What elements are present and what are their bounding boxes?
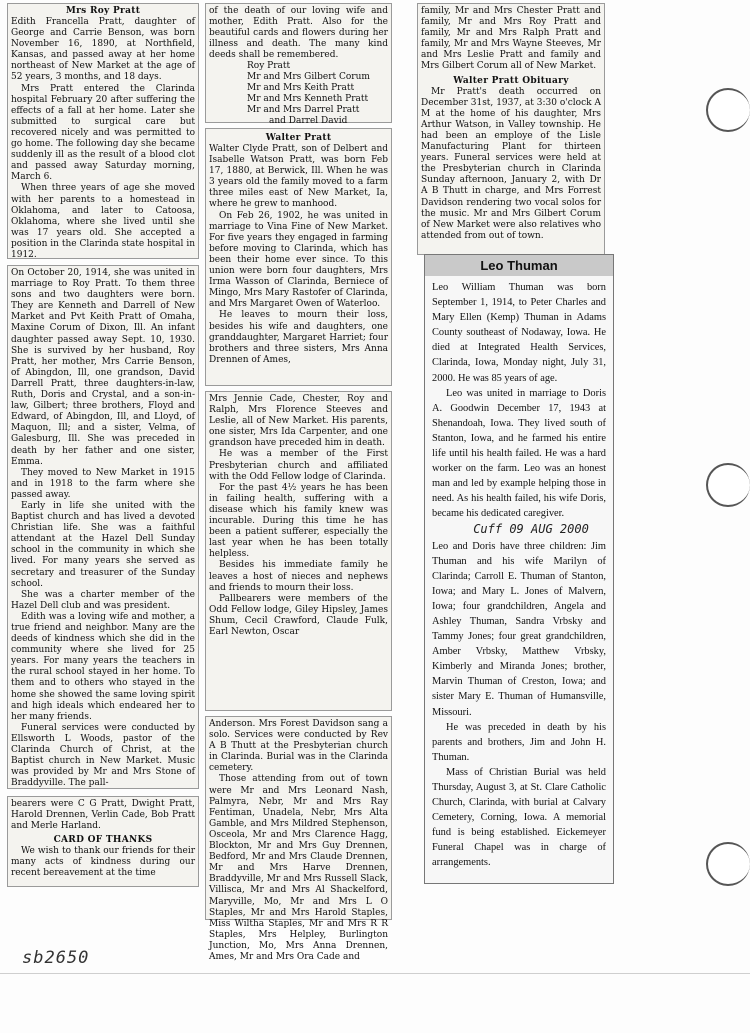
- paragraph: Mr Pratt's death occurred on December 31st, 1937, at 3:30 o'clock A M at the home of his daughter, Mrs Arthur Watson, in Valley township. He had been an employe of the Lisle Manufacturing Plant for thirteen years. Funeral services were held at the Presbyterian church in Clarinda Sunday afternoon, January 2, with Dr A B Thutt in charge, and Mrs Forrest Davidson rendering two vocal solos for the music. Mr and Mrs Gilbert Corum of New Market were also relatives who attended from out of town.: [421, 86, 601, 241]
- card-of-thanks-heading: CARD OF THANKS: [53, 835, 153, 846]
- paragraph: Mrs Jennie Cade, Chester, Roy and Ralph, Mrs Florence Steeves and Leslie, all of New Market. His parents, one sister, Mrs Ida Carpenter, and one grandson have preceded him in death.: [209, 394, 388, 449]
- clipping-walter-pratt-obituary: [417, 3, 605, 255]
- signature-line: Roy Pratt: [247, 61, 291, 72]
- clipping-card-of-thanks-continued: [205, 3, 392, 127]
- clipping-mrs-roy-pratt-part3: [7, 796, 199, 887]
- paragraph: She was a charter member of the Hazel Dell club and was president.: [11, 589, 195, 611]
- paragraph: On Feb 26, 1902, he was united in marriage to Vina Fine of New Market. For five years they engaged in farming before moving to Clarinda, which has been their home ever since. To this union were born four daughters, Mrs Irma Wasson of Clarinda, Berniece of Mingo, Mrs Mary Rastofer of Clarinda, and Mrs Margaret Owen of Waterloo.: [209, 210, 388, 310]
- clipping-walter-pratt-part2: [205, 391, 392, 711]
- obituary-heading: Walter Pratt: [265, 133, 332, 143]
- binder-hole-icon: [706, 463, 750, 507]
- obituary-heading: Leo Thuman: [425, 255, 613, 276]
- signature-line: Mr and Mrs Kenneth Pratt: [247, 94, 369, 105]
- handwritten-date: Cuff 09 AUG 2000: [473, 521, 589, 536]
- paragraph: Funeral services were conducted by Ellsworth L Woods, pastor of the Clarinda Church of Christ, at the Baptist church in New Market. Music was provided by Mr and Mrs Stone of Braddyville. The pall-: [11, 722, 195, 789]
- handwritten-date-note: [456, 520, 606, 538]
- page-edge-divider: [0, 973, 750, 974]
- paragraph: bearers were C G Pratt, Dwight Pratt, Harold Drennen, Verlin Cade, Bob Pratt and Merle Harland.: [11, 799, 195, 832]
- paragraph: Leo and Doris have three children: Jim Thuman and his wife Marilyn of Clarinda; Carroll E. Thuman of Stanton, Iowa; and Mary L. Jones of Malvern, Iowa; four grandchildren, Angela and Ashley Thuman, Sandra Vrbsky and Tammy Jones; four great grandchildren, Amber Vrbsky, Matthew Vrbsky, Kimberly and Miranda Jones; brother, Marvin Thuman of Creston, Iowa; and sister Mary E. Thuman of Humansville, Missouri.: [432, 540, 606, 718]
- paragraph: Those attending from out of town were Mr and Mrs Leonard Nash, Palmyra, Nebr, Mr and Mrs Ray Fentiman, Unadela, Nebr, Mrs Alta Gamble, and Mrs Mildred Stephenson, Osceola, Mr and Mrs Clarence Hagg, Blockton, Mr and Mrs Guy Drennen, Bedford, Mr and Mrs Claude Drennen, Mr and Mrs Harve Drennen, Braddyville, Mr and Mrs Russell Slack, Villisca, Mr and Mrs Al Shackelford, Maryville, Mo, Mr and Mrs L O Staples, Mr and Mrs Harold Staples, Miss Wiltha Staples, Mr and Mrs R R Staples, Mrs Helpley, Burlington Junction, Mo, Mrs Anna Drennen, Ames, Mr and Mrs Ora Cade and: [209, 774, 388, 962]
- paragraph: Anderson. Mrs Forest Davidson sang a solo. Services were conducted by Rev A B Thutt at the Presbyterian church in Clarinda. Burial was in the Clarinda cemetery.: [209, 719, 388, 774]
- paragraph: Pallbearers were members of the Odd Fellow lodge, Giley Hipsley, James Shum, Cecil Crawford, Claude Fulk, Earl Newton, Oscar: [209, 593, 388, 637]
- paragraph: When three years of age she moved with her parents to a homestead in Oklahoma, and later to Catoosa, Oklahoma, where she lived until she was 17 years old. She accepted a position in the Clarinda state hospital in 1912.: [11, 183, 195, 260]
- paragraph: Mass of Christian Burial was held Thursday, August 3, at St. Clare Catholic Church, Clarinda, with burial at Calvary Cemetery, Corning, Iowa. A memorial fund is being established. Eickemeyer Funeral Chapel was in charge of arrangements.: [432, 766, 606, 869]
- paragraph: He leaves to mourn their loss, besides his wife and daughters, one granddaughter, Margaret Harriet; four brothers and three sisters, Mrs Anna Drennen of Ames,: [209, 310, 388, 365]
- binder-hole-icon: [706, 88, 750, 132]
- signature-line: Mr and Mrs Keith Pratt: [247, 83, 355, 94]
- paragraph: Edith Francella Pratt, daughter of George and Carrie Benson, was born November 16, 1890, at Northfield, Kansas, and passed away at her home northeast of New Market at the age of 52 years, 3 months, and 18 days.: [11, 17, 195, 83]
- paragraph: family, Mr and Mrs Chester Pratt and family, Mr and Mrs Roy Pratt and family, Mr and Mrs Ralph Pratt and family, Mr and Mrs Wayne Steeves, Mr and Mrs Leslie Pratt and family and Mrs Gilbert Corum all of New Market.: [421, 6, 601, 72]
- paragraph: We wish to thank our friends for their many acts of kindness during our recent bereavement at the time: [11, 846, 195, 879]
- handwritten-code: sb2650: [22, 948, 90, 968]
- paragraph: On October 20, 1914, she was united in marriage to Roy Pratt. To them three sons and two daughters were born. They are Kenneth and Darrell of New Market and Pvt Keith Pratt of Omaha, Maxine Corum of Dixon, Ill. An infant daughter passed away Sept. 10, 1930. She is survived by her husband, Roy Pratt, her mother, Mrs Carrie Benson, of Abingdon, Ill, one grandson, David Darrell Pratt, three daughters-in-law, Ruth, Doris and Crystal, and a son-in-law, Gilbert; three brothers, Floyd and Edward, of Abingdon, Ill, and Lloyd, of Maquon, Ill; and a sister, Velma, of Galesburg, Ill. She was preceded in death by her father and one sister, Emma.: [11, 268, 195, 467]
- binder-hole-icon: [706, 842, 750, 886]
- paragraph: They moved to New Market in 1915 and in 1918 to the farm where she passed away.: [11, 467, 195, 500]
- paragraph: of the death of our loving wife and mother, Edith Pratt. Also for the beautiful cards and flowers during her illness and death. The many kind deeds shall be remembered.: [209, 6, 388, 61]
- paragraph: Edith was a loving wife and mother, a true friend and neighbor. Many are the deeds of kindness which she did in the community where she lived for 25 years. For many years the teachers in the rural school stayed in her home. To them and to others who stayed in the home she showed the same loving spirit and high ideals which endeared her to her many friends.: [11, 611, 195, 722]
- signature-line: and Darrel David: [269, 116, 348, 127]
- paragraph: Leo William Thuman was born September 1, 1914, to Peter Charles and Mary Ellen (Kemp) Thuman in Adams County southeast of Nodaway, Iowa. He died at Integrated Health Services, Clarinda, Iowa, Monday night, July 31, 2000. He was 85 years of age.: [432, 282, 606, 384]
- obituary-heading: Mrs Roy Pratt: [65, 6, 141, 16]
- clipping-mrs-roy-pratt-part2: [7, 265, 199, 789]
- paragraph: Early in life she united with the Baptist church and has lived a devoted Christian life. She was a faithful attendant at the Hazel Dell Sunday school in the community in which she lived. For many years she served as secretary and treasurer of the Sunday school.: [11, 500, 195, 589]
- clipping-mrs-roy-pratt-part1: [7, 3, 199, 259]
- clipping-walter-pratt-part1: [205, 128, 392, 386]
- paragraph: Leo was united in marriage to Doris A. Goodwin December 17, 1943 at Shenandoah, Iowa. They lived south of Stanton, Iowa, and he farmed his entire life until his health failed. He was a hard worker on the farm. Leo was an honest man and led by example helping those in need. As his health failed, his wife Doris, became his dedicated caregiver.: [432, 387, 606, 520]
- obituary-heading: Walter Pratt Obituary: [453, 75, 569, 86]
- clipping-walter-pratt-part3: [205, 716, 392, 962]
- paragraph: Mrs Pratt entered the Clarinda hospital February 20 after suffering the effects of a fall at her home. Later she submitted to surgical care but recovered nicely and was permitted to go home. The following day she became suddenly ill as the result of a blood clot and passed away Saturday morning, March 6.: [11, 83, 195, 183]
- paragraph: He was a member of the First Presbyterian church and affiliated with the Odd Fellow lodge of Clarinda.: [209, 449, 388, 482]
- paragraph: Besides his immediate family he leaves a host of nieces and nephews and friends to mourn their loss.: [209, 560, 388, 593]
- clipping-leo-thuman: [424, 254, 614, 884]
- paragraph: He was preceded in death by his parents and brothers, Jim and John H. Thuman.: [432, 721, 606, 763]
- signature-line: Mr and Mrs Darrel Pratt: [247, 105, 360, 116]
- paragraph: For the past 4½ years he has been in failing health, suffering with a disease which his family knew was incurable. During this time he has been a patient sufferer, especially the last year when he has been totally helpless.: [209, 482, 388, 560]
- paragraph: Walter Clyde Pratt, son of Delbert and Isabelle Watson Pratt, was born Feb 17, 1880, at Berwick, Ill. When he was 3 years old the family moved to a farm three miles east of New Market, Ia, where he grew to manhood.: [209, 144, 388, 210]
- signature-line: Mr and Mrs Gilbert Corum: [247, 72, 370, 83]
